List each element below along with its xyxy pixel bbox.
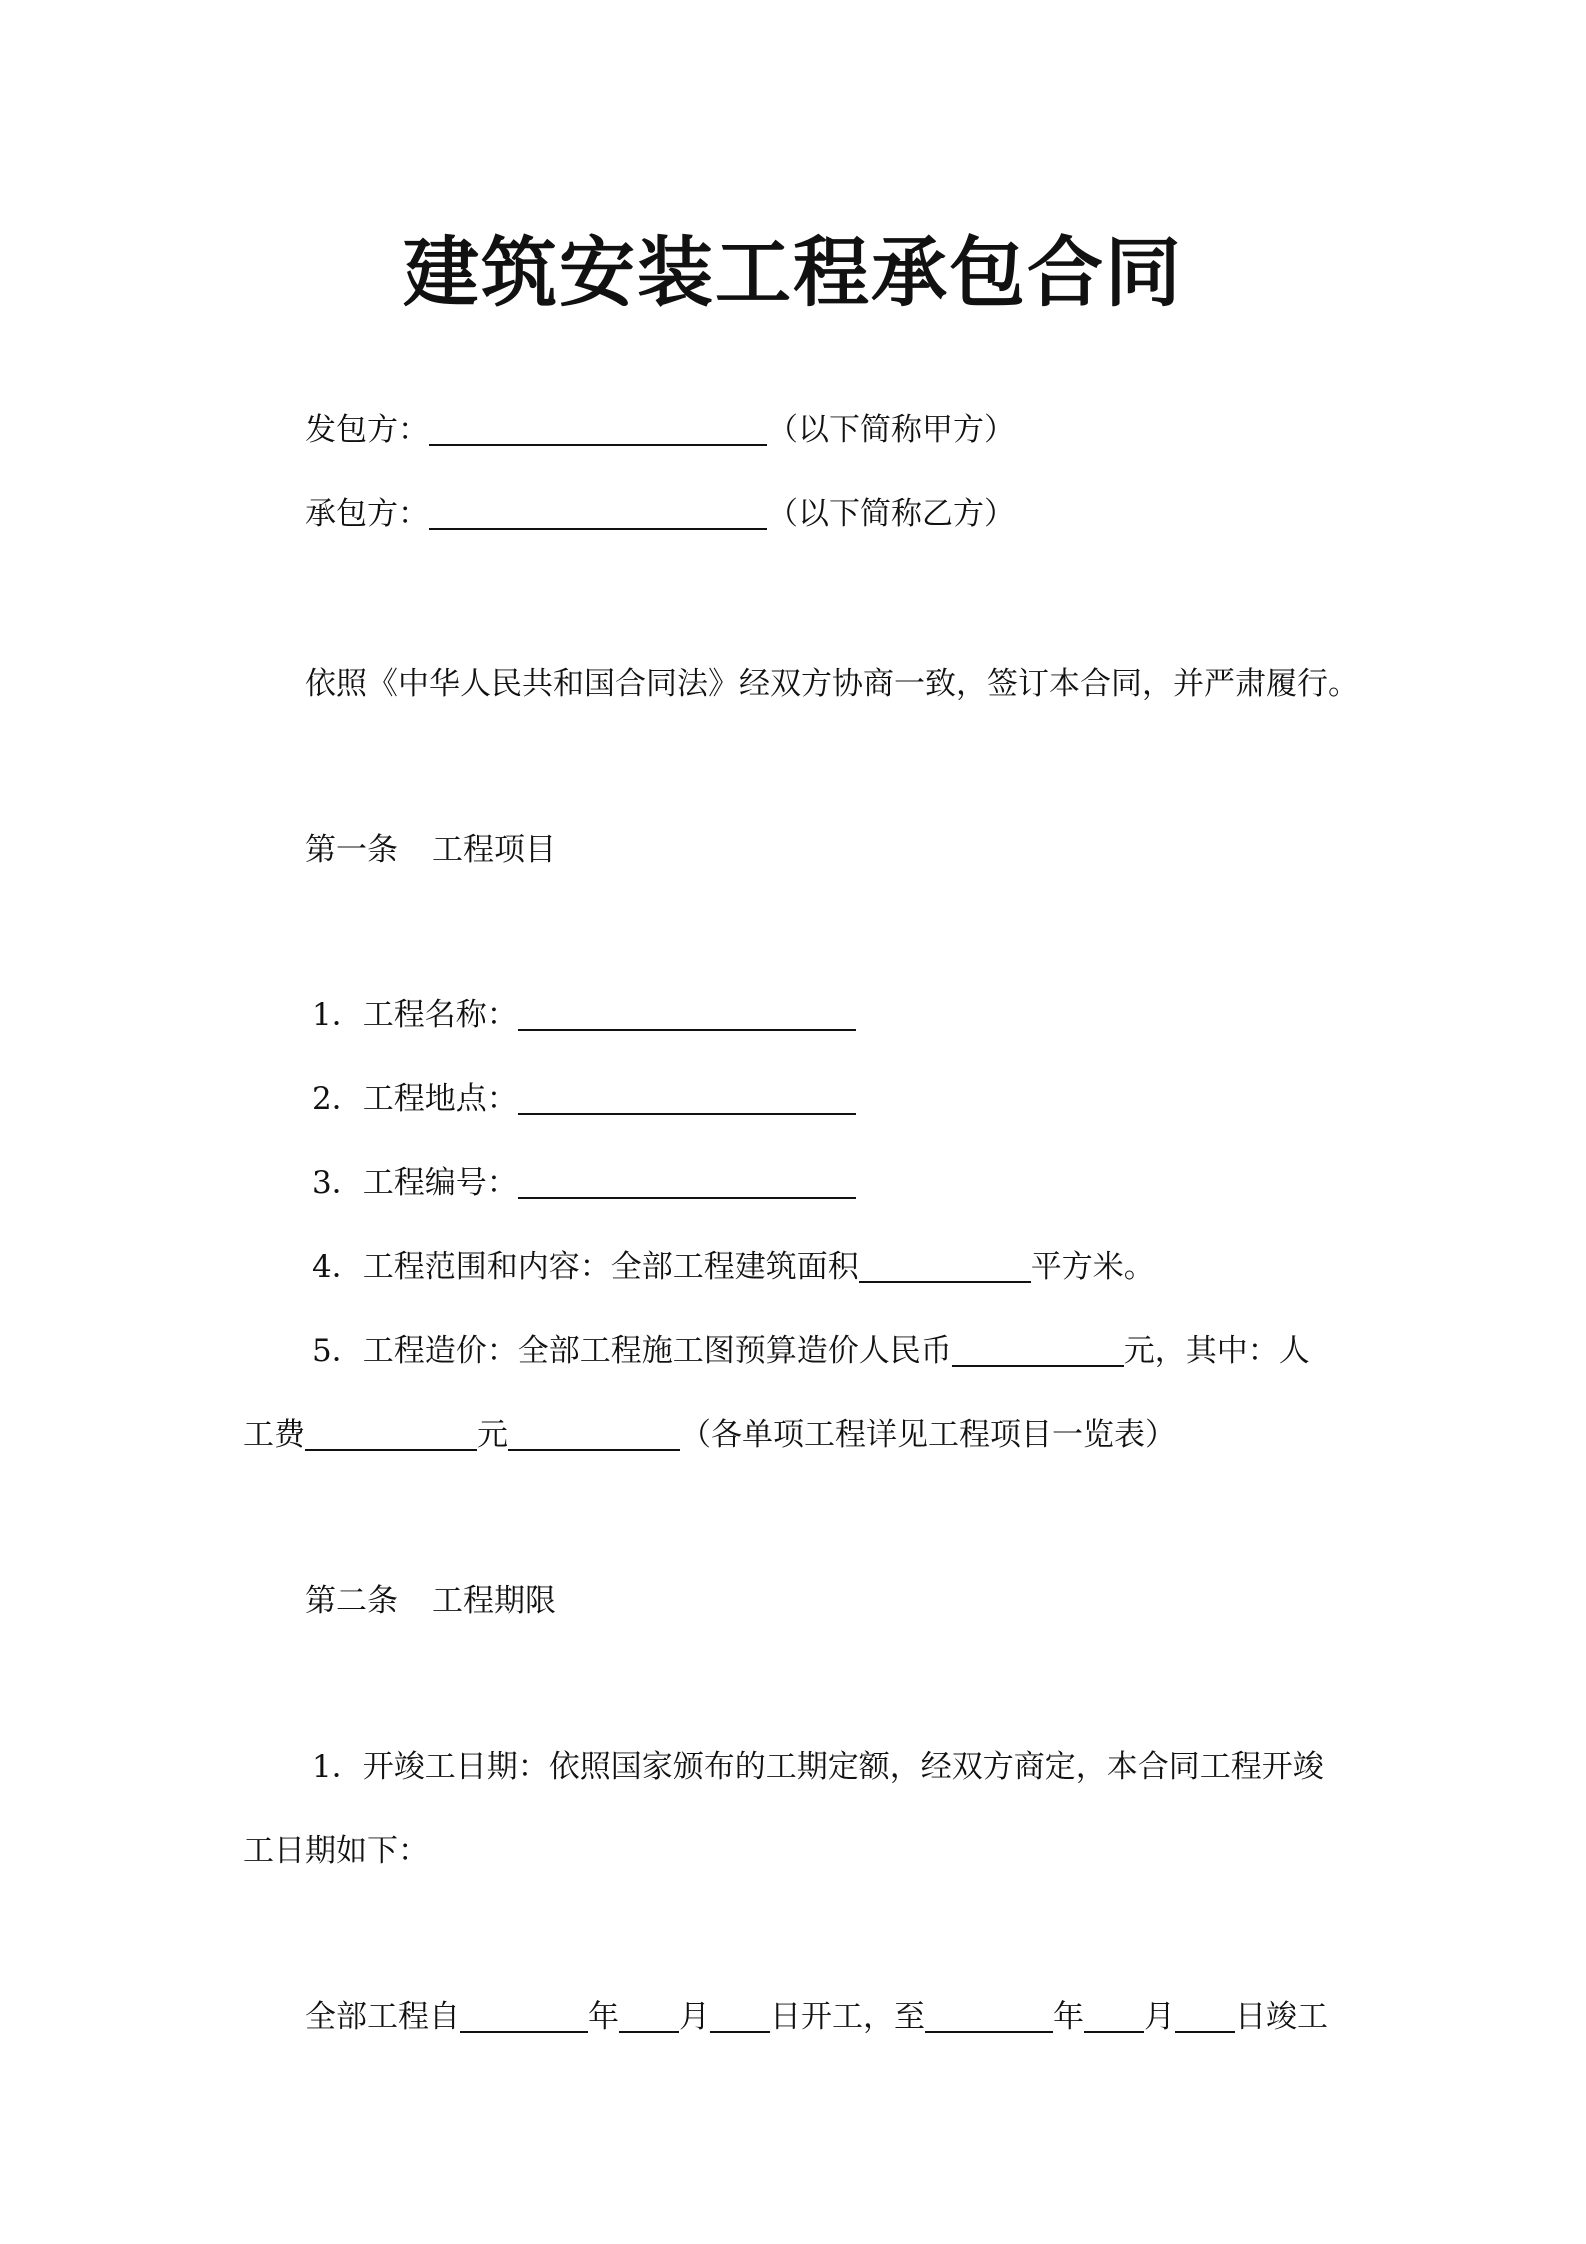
article-1-item-2 xyxy=(312,1077,856,1121)
preamble: 依照《中华人民共和国合同法》经双方协商一致，签订本合同，并严肃履行。 xyxy=(305,666,1359,702)
article-1-item-5 xyxy=(312,1329,1310,1373)
party-b-line xyxy=(305,492,1015,536)
project-list-note: （各单项工程详见工程项目一览表） xyxy=(680,1417,1176,1453)
party-b-blank[interactable] xyxy=(429,494,767,530)
start-day-label: 日开工，至 xyxy=(770,1999,925,2035)
end-day-label: 日竣工 xyxy=(1235,1999,1328,2035)
project-number-label: 3．工程编号： xyxy=(312,1165,518,1201)
article-1-number: 第一条 xyxy=(305,832,398,868)
start-month-blank[interactable] xyxy=(619,1997,679,2033)
project-scope-label: 4．工程范围和内容：全部工程建筑面积 xyxy=(312,1249,859,1285)
end-month-label: 月 xyxy=(1144,1999,1175,2035)
project-name-label: 1．工程名称： xyxy=(312,997,518,1033)
article-1-item-3 xyxy=(312,1161,856,1205)
start-year-blank[interactable] xyxy=(460,1997,588,2033)
article-1-heading xyxy=(305,828,556,872)
document-title: 建筑安装工程承包合同 xyxy=(403,228,1183,317)
party-a-line xyxy=(305,408,1015,452)
labor-cost-unit: 元 xyxy=(477,1417,508,1453)
end-day-blank[interactable] xyxy=(1175,1997,1235,2033)
start-month-label: 月 xyxy=(679,1999,710,2035)
project-cost-mid: 元，其中：人 xyxy=(1123,1333,1310,1369)
start-year-label: 年 xyxy=(588,1999,619,2035)
project-cost-blank[interactable] xyxy=(952,1331,1124,1367)
start-day-blank[interactable] xyxy=(710,1997,770,2033)
party-a-label: 发包方： xyxy=(305,412,429,448)
building-area-blank[interactable] xyxy=(859,1247,1031,1283)
labor-cost-label: 工费 xyxy=(243,1417,305,1453)
article-2-heading xyxy=(305,1579,556,1623)
labor-cost-blank[interactable] xyxy=(305,1415,477,1451)
article-2-number: 第二条 xyxy=(305,1583,398,1619)
article-2-item-1: 1．开竣工日期：依照国家颁布的工期定额，经双方商定，本合同工程开竣 xyxy=(312,1749,1324,1785)
party-a-blank[interactable] xyxy=(429,410,767,446)
building-area-unit: 平方米。 xyxy=(1030,1249,1155,1285)
project-name-blank[interactable] xyxy=(518,995,856,1031)
article-1-item-1 xyxy=(312,993,856,1037)
project-cost-label: 5．工程造价：全部工程施工图预算造价人民币 xyxy=(312,1333,952,1369)
article-1-item-5-cont xyxy=(243,1413,1176,1457)
other-cost-blank[interactable] xyxy=(508,1415,680,1451)
article-2-item-1-cont: 工日期如下： xyxy=(243,1833,429,1869)
end-year-blank[interactable] xyxy=(925,1997,1053,2033)
project-location-label: 2．工程地点： xyxy=(312,1081,518,1117)
project-location-blank[interactable] xyxy=(518,1079,856,1115)
schedule-start-label: 全部工程自 xyxy=(305,1999,460,2035)
article-2-title: 工程期限 xyxy=(432,1583,556,1619)
schedule-line xyxy=(305,1995,1328,2039)
project-number-blank[interactable] xyxy=(518,1163,856,1199)
party-b-label: 承包方： xyxy=(305,496,429,532)
end-year-label: 年 xyxy=(1053,1999,1084,2035)
end-month-blank[interactable] xyxy=(1084,1997,1144,2033)
article-1-item-4 xyxy=(312,1245,1155,1289)
party-a-note: （以下简称甲方） xyxy=(767,412,1015,448)
article-1-title: 工程项目 xyxy=(432,832,556,868)
party-b-note: （以下简称乙方） xyxy=(767,496,1015,532)
